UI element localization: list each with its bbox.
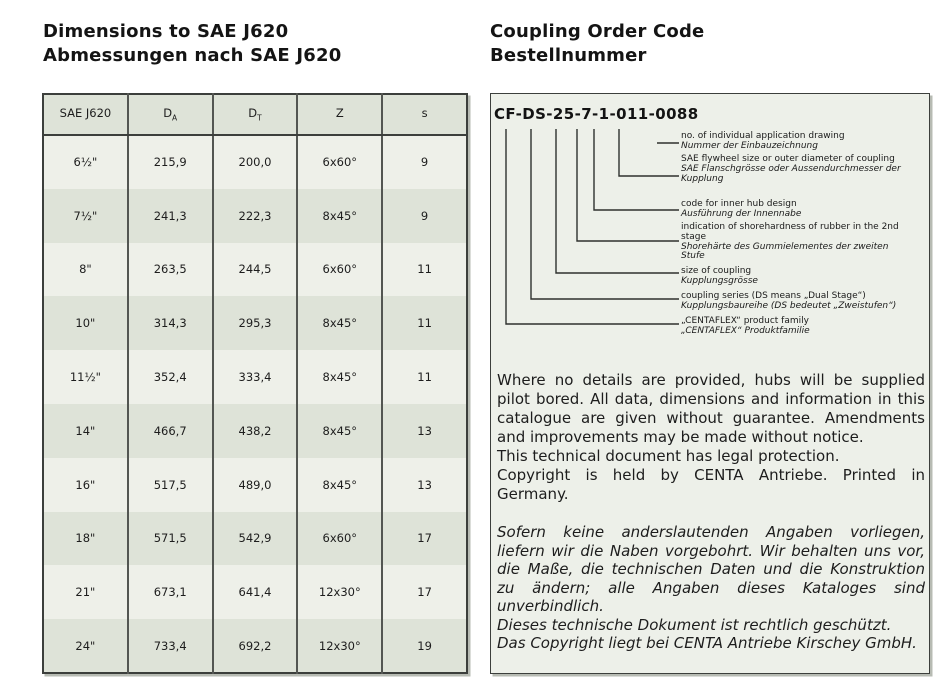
cell-z: 8x45° [297,458,382,512]
right-title-line-en: Coupling Order Code [490,21,705,42]
notice-paragraph: Sofern keine anderslautenden Angaben vorliegen, liefern wir die Naben vorgebohrt. Wir behalten uns vor, die Maße, die technischen Daten und die Konstruktion zu ändern; alle Angaben dieses Kataloges sind unverbindlich. [497,523,925,615]
code-label-inner-hub [681,200,913,220]
cell-size: 18" [75,531,96,546]
cell-z: 12x30° [297,565,382,619]
cell-dt: 222,3 [213,189,298,243]
cell-da: 733,4 [128,619,213,673]
cell-da: 263,5 [128,243,213,297]
cell-s: 17 [382,565,467,619]
cell-z: 8x45° [297,296,382,350]
cell-da: 571,5 [128,512,213,566]
cell-da: 215,9 [128,135,213,189]
order-code: CF-DS-25-7-1-011-0088 [494,105,699,123]
leader-line-cf [506,129,679,324]
code-label-coupling-series [681,292,913,312]
table-row [43,135,467,189]
code-label-de: „CENTAFLEX“ Produktfamilie [681,325,810,336]
notice-paragraph: This technical document has legal protection. [497,447,840,465]
table-header-row [43,94,467,135]
col-header-s [382,94,467,135]
cell-size: 7½" [73,208,98,223]
code-label-en: no. of individual application drawing [681,131,845,141]
cell-dt: 489,0 [213,458,298,512]
cell-z: 8x45° [297,404,382,458]
cell-size: 24" [75,638,96,653]
cell-size: 11½" [69,370,101,385]
cell-da: 314,3 [128,296,213,350]
cell-dt: 438,2 [213,404,298,458]
cell-s: 13 [382,404,467,458]
code-label-en: indication of shorehardness of rubber in the 2nd stage [681,222,899,242]
col-header-text: s [421,106,428,121]
code-label-application-drawing [681,132,913,152]
notice-paragraph: Where no details are provided, hubs will be supplied pilot bored. All data, dimensions and information in this catalogue are given without guarantee. Amendments and improvements may be made without notice. [497,371,925,446]
col-header-sub: T [257,113,262,123]
col-header-text: Z [335,106,344,121]
cell-s: 13 [382,458,467,512]
code-label-en: „CENTAFLEX“ product family [681,316,809,326]
cell-dt: 295,3 [213,296,298,350]
cell-size: 8" [79,262,92,277]
table-row [43,565,467,619]
cell-dt: 641,4 [213,565,298,619]
table-row [43,619,467,673]
cell-z: 8x45° [297,189,382,243]
col-header-dt [213,94,298,135]
sae-dimensions-table [42,93,468,674]
code-label-en: code for inner hub design [681,199,797,209]
cell-dt: 692,2 [213,619,298,673]
code-label-product-family [681,317,913,337]
cell-s: 11 [382,296,467,350]
code-label-de: Ausführung der Innennabe [681,208,802,219]
cell-da: 241,3 [128,189,213,243]
col-header-text: SAE J620 [59,106,112,121]
cell-s: 19 [382,619,467,673]
col-header-text: D [163,106,173,121]
col-header-sub: A [172,113,178,123]
cell-z: 12x30° [297,619,382,673]
col-header-sae-j620 [43,94,128,135]
cell-z: 6x60° [297,512,382,566]
cell-s: 9 [382,135,467,189]
notice-text-de [497,523,925,653]
code-label-de: Kupplungsgrösse [681,275,758,286]
code-label-en: SAE flywheel size or outer diameter of coupling [681,154,895,164]
table-row [43,458,467,512]
notice-text-en [497,371,925,504]
cell-z: 6x60° [297,243,382,297]
table-row [43,296,467,350]
cell-z: 6x60° [297,135,382,189]
order-code-box [490,93,930,674]
code-label-shorehardness [681,223,913,262]
table-row [43,243,467,297]
code-label-de: SAE Flanschgrösse oder Aussendurchmesser der Kupplung [681,163,901,184]
cell-da: 352,4 [128,350,213,404]
cell-dt: 333,4 [213,350,298,404]
code-label-en: size of coupling [681,266,752,276]
cell-z: 8x45° [297,350,382,404]
left-title-line-en: Dimensions to SAE J620 [43,21,289,42]
cell-size: 10" [75,316,96,331]
table-row [43,404,467,458]
cell-size: 21" [75,585,96,600]
table-row [43,189,467,243]
col-header-z [297,94,382,135]
notice-paragraph: Dieses technische Dokument ist rechtlich geschützt. [497,615,892,634]
cell-da: 517,5 [128,458,213,512]
leader-line-25 [556,129,679,273]
left-title-line-de: Abmessungen nach SAE J620 [43,45,342,66]
notice-paragraph: Copyright is held by CENTA Antriebe. Printed in Germany. [497,466,925,503]
leader-line-7 [577,129,679,241]
code-label-de: Kupplungsbaureihe (DS bedeutet „Zweistufen“) [681,300,897,311]
table-row [43,512,467,566]
right-section-title [490,20,704,68]
cell-s: 17 [382,512,467,566]
code-label-coupling-size [681,267,913,287]
cell-dt: 542,9 [213,512,298,566]
leader-line-1 [594,129,679,210]
cell-size: 14" [75,423,96,438]
cell-da: 466,7 [128,404,213,458]
cell-da: 673,1 [128,565,213,619]
code-label-en: coupling series (DS means „Dual Stage“) [681,291,866,301]
right-title-line-de: Bestellnummer [490,45,647,66]
cell-s: 11 [382,350,467,404]
col-header-da [128,94,213,135]
cell-size: 16" [75,477,96,492]
code-label-de: Shorehärte des Gummielementes der zweiten Stufe [681,241,889,262]
left-section-title [43,20,341,68]
cell-dt: 200,0 [213,135,298,189]
notice-paragraph: Das Copyright liegt bei CENTA Antriebe Kirschey GmbH. [497,634,917,652]
cell-dt: 244,5 [213,243,298,297]
code-label-flywheel-size [681,155,913,184]
leader-line-011 [619,129,679,176]
cell-size: 6½" [73,155,98,170]
table-row [43,350,467,404]
code-label-de: Nummer der Einbauzeichnung [681,140,818,151]
col-header-text: D [248,106,258,121]
cell-s: 9 [382,189,467,243]
cell-s: 11 [382,243,467,297]
